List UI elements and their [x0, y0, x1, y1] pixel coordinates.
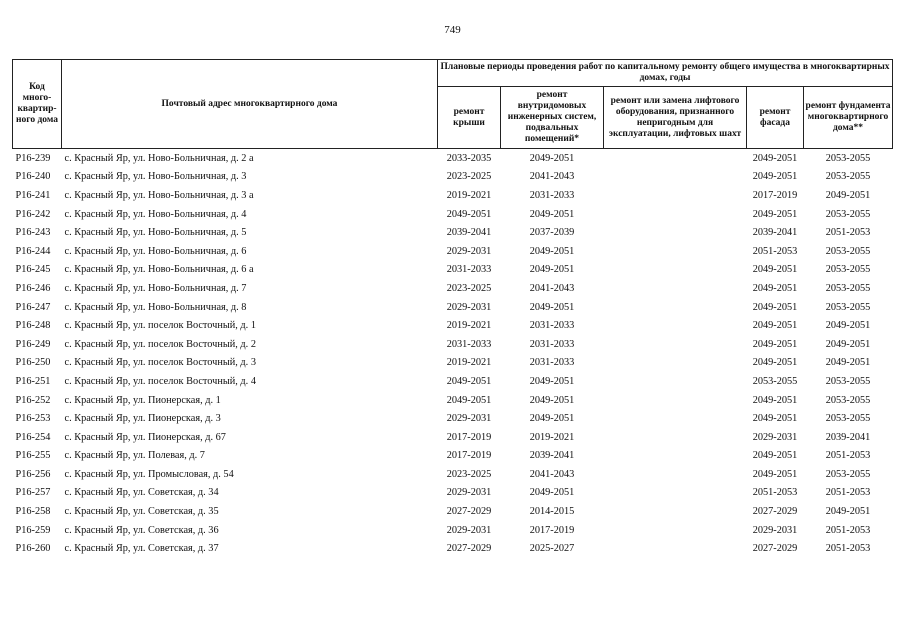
repair-schedule-table: [12, 59, 893, 558]
row-code: P16-257: [15, 487, 51, 499]
table-row: [13, 521, 893, 540]
table-row: [13, 261, 893, 280]
row-address: с. Красный Яр, ул. Ново-Больничная, д. 6: [64, 245, 247, 257]
row-engineering: 2049-2051: [529, 487, 575, 499]
row-elevator: [604, 335, 747, 354]
row-address: с. Красный Яр, ул. поселок Восточный, д. 1: [64, 320, 256, 332]
row-address: с. Красный Яр, ул. Пионерская, д. 67: [64, 431, 226, 443]
row-code: P16-251: [15, 375, 51, 387]
row-code: P16-254: [15, 431, 51, 443]
row-address: с. Красный Яр, ул. Пионерская, д. 3: [64, 413, 221, 425]
row-roof: 2029-2031: [446, 524, 492, 536]
row-facade: 2029-2031: [752, 431, 798, 443]
row-elevator: [604, 409, 747, 428]
row-roof: 2031-2033: [446, 338, 492, 350]
row-foundation: 2053-2055: [825, 375, 871, 387]
table-row: [13, 391, 893, 410]
row-code: P16-259: [15, 524, 51, 536]
row-engineering: 2025-2027: [529, 543, 575, 555]
table-row: [13, 335, 893, 354]
row-engineering: 2049-2051: [529, 375, 575, 387]
row-engineering: 2031-2033: [529, 189, 575, 201]
row-address: с. Красный Яр, ул. Ново-Больничная, д. 8: [64, 301, 247, 313]
row-code: P16-244: [15, 245, 51, 257]
row-facade: 2049-2051: [752, 338, 798, 350]
row-roof: 2017-2019: [446, 450, 492, 462]
row-code: P16-252: [15, 394, 51, 406]
row-facade: 2049-2051: [752, 450, 798, 462]
row-code: P16-248: [15, 320, 51, 332]
row-foundation: 2039-2041: [825, 431, 871, 443]
table-header: [13, 60, 893, 149]
row-facade: 2049-2051: [752, 320, 798, 332]
row-foundation: 2049-2051: [825, 506, 871, 518]
row-facade: 2029-2031: [752, 524, 798, 536]
row-facade: 2039-2041: [752, 227, 798, 239]
row-engineering: 2019-2021: [529, 431, 575, 443]
row-roof: 2049-2051: [446, 375, 492, 387]
row-facade: 2049-2051: [752, 171, 798, 183]
row-elevator: [604, 279, 747, 298]
row-elevator: [604, 447, 747, 466]
header-roof: ремонт крыши: [438, 87, 501, 149]
row-facade: 2053-2055: [752, 375, 798, 387]
row-elevator: [604, 465, 747, 484]
table-row: [13, 428, 893, 447]
row-address: с. Красный Яр, ул. Ново-Больничная, д. 2 а: [64, 152, 254, 164]
row-engineering: 2017-2019: [529, 524, 575, 536]
header-periods-group: Плановые периоды проведения работ по капитальному ремонту общего имущества в многоквартирных домах, годы: [438, 60, 893, 87]
row-roof: 2049-2051: [446, 208, 492, 220]
row-roof: 2031-2033: [446, 264, 492, 276]
row-elevator: [604, 354, 747, 373]
row-facade: 2049-2051: [752, 468, 798, 480]
table-row: [13, 372, 893, 391]
row-foundation: 2051-2053: [825, 450, 871, 462]
row-elevator: [604, 391, 747, 410]
table-row: [13, 465, 893, 484]
row-foundation: 2051-2053: [825, 543, 871, 555]
row-facade: 2049-2051: [752, 282, 798, 294]
table-row: [13, 484, 893, 503]
row-elevator: [604, 298, 747, 317]
row-elevator: [604, 521, 747, 540]
row-code: P16-243: [15, 227, 51, 239]
row-code: P16-256: [15, 468, 51, 480]
table-row: [13, 279, 893, 298]
table-row: [13, 447, 893, 466]
table-row: [13, 539, 893, 558]
row-engineering: 2049-2051: [529, 394, 575, 406]
row-code: P16-255: [15, 450, 51, 462]
row-facade: 2049-2051: [752, 264, 798, 276]
row-facade: 2049-2051: [752, 413, 798, 425]
row-elevator: [604, 205, 747, 224]
row-code: P16-246: [15, 282, 51, 294]
row-facade: 2027-2029: [752, 506, 798, 518]
row-foundation: 2053-2055: [825, 282, 871, 294]
table-row: [13, 168, 893, 187]
header-foundation: ремонт фундамента многоквартирного дома**: [804, 87, 893, 149]
row-facade: 2049-2051: [752, 394, 798, 406]
row-engineering: 2031-2033: [529, 338, 575, 350]
row-roof: 2033-2035: [446, 152, 492, 164]
row-foundation: 2049-2051: [825, 357, 871, 369]
row-foundation: 2049-2051: [825, 189, 871, 201]
row-roof: 2029-2031: [446, 487, 492, 499]
row-elevator: [604, 242, 747, 261]
row-elevator: [604, 502, 747, 521]
row-address: с. Красный Яр, ул. Ново-Больничная, д. 6 а: [64, 264, 254, 276]
row-code: P16-253: [15, 413, 51, 425]
row-foundation: 2053-2055: [825, 264, 871, 276]
row-facade: 2049-2051: [752, 152, 798, 164]
row-engineering: 2049-2051: [529, 264, 575, 276]
row-engineering: 2041-2043: [529, 468, 575, 480]
row-roof: 2019-2021: [446, 189, 492, 201]
row-address: с. Красный Яр, ул. Полевая, д. 7: [64, 450, 205, 462]
row-facade: 2017-2019: [752, 189, 798, 201]
row-roof: 2019-2021: [446, 320, 492, 332]
row-foundation: 2053-2055: [825, 394, 871, 406]
table-body: [13, 149, 893, 559]
row-roof: 2027-2029: [446, 543, 492, 555]
row-foundation: 2053-2055: [825, 208, 871, 220]
row-foundation: 2053-2055: [825, 245, 871, 257]
row-code: P16-242: [15, 208, 51, 220]
table-row: [13, 316, 893, 335]
table-row: [13, 242, 893, 261]
row-elevator: [604, 261, 747, 280]
row-engineering: 2049-2051: [529, 413, 575, 425]
row-engineering: 2037-2039: [529, 227, 575, 239]
row-foundation: 2051-2053: [825, 487, 871, 499]
row-facade: 2051-2053: [752, 487, 798, 499]
row-engineering: 2014-2015: [529, 506, 575, 518]
row-foundation: 2053-2055: [825, 152, 871, 164]
row-roof: 2029-2031: [446, 301, 492, 313]
row-roof: 2039-2041: [446, 227, 492, 239]
header-code: Код много-квартир-ного дома: [13, 60, 62, 149]
row-elevator: [604, 149, 747, 168]
row-engineering: 2049-2051: [529, 208, 575, 220]
row-address: с. Красный Яр, ул. Ново-Больничная, д. 7: [64, 282, 247, 294]
row-facade: 2049-2051: [752, 301, 798, 313]
row-code: P16-241: [15, 189, 51, 201]
row-code: P16-250: [15, 357, 51, 369]
row-roof: 2049-2051: [446, 394, 492, 406]
table-row: [13, 186, 893, 205]
row-roof: 2023-2025: [446, 282, 492, 294]
table-row: [13, 354, 893, 373]
row-foundation: 2049-2051: [825, 320, 871, 332]
row-code: P16-245: [15, 264, 51, 276]
row-elevator: [604, 186, 747, 205]
row-elevator: [604, 316, 747, 335]
row-foundation: 2049-2051: [825, 338, 871, 350]
table-row: [13, 502, 893, 521]
row-address: с. Красный Яр, ул. Ново-Больничная, д. 3 а: [64, 189, 254, 201]
row-foundation: 2053-2055: [825, 468, 871, 480]
table-row: [13, 149, 893, 168]
row-address: с. Красный Яр, ул. Ново-Больничная, д. 5: [64, 227, 247, 239]
page-number: 749: [444, 24, 461, 36]
table-row: [13, 223, 893, 242]
row-engineering: 2041-2043: [529, 282, 575, 294]
row-foundation: 2053-2055: [825, 171, 871, 183]
row-facade: 2051-2053: [752, 245, 798, 257]
row-foundation: 2053-2055: [825, 413, 871, 425]
row-roof: 2029-2031: [446, 413, 492, 425]
table-row: [13, 205, 893, 224]
row-code: P16-260: [15, 543, 51, 555]
row-roof: 2019-2021: [446, 357, 492, 369]
row-code: P16-240: [15, 171, 51, 183]
row-roof: 2027-2029: [446, 506, 492, 518]
row-elevator: [604, 168, 747, 187]
row-engineering: 2039-2041: [529, 450, 575, 462]
row-elevator: [604, 372, 747, 391]
row-code: P16-249: [15, 338, 51, 350]
row-address: с. Красный Яр, ул. Советская, д. 34: [64, 487, 219, 499]
row-engineering: 2031-2033: [529, 320, 575, 332]
table-row: [13, 298, 893, 317]
table-row: [13, 409, 893, 428]
row-engineering: 2041-2043: [529, 171, 575, 183]
header-facade: ремонт фасада: [747, 87, 804, 149]
row-address: с. Красный Яр, ул. Ново-Больничная, д. 4: [64, 208, 247, 220]
row-address: с. Красный Яр, ул. Пионерская, д. 1: [64, 394, 221, 406]
row-elevator: [604, 484, 747, 503]
row-foundation: 2051-2053: [825, 524, 871, 536]
row-address: с. Красный Яр, ул. Ново-Больничная, д. 3: [64, 171, 247, 183]
header-address: Почтовый адрес многоквартирного дома: [62, 60, 438, 149]
row-code: P16-247: [15, 301, 51, 313]
row-roof: 2017-2019: [446, 431, 492, 443]
row-address: с. Красный Яр, ул. Советская, д. 35: [64, 506, 219, 518]
row-address: с. Красный Яр, ул. Советская, д. 37: [64, 543, 219, 555]
row-address: с. Красный Яр, ул. поселок Восточный, д. 3: [64, 357, 256, 369]
row-roof: 2029-2031: [446, 245, 492, 257]
row-facade: 2027-2029: [752, 543, 798, 555]
row-roof: 2023-2025: [446, 171, 492, 183]
row-address: с. Красный Яр, ул. Промысловая, д. 54: [64, 468, 234, 480]
row-foundation: 2053-2055: [825, 301, 871, 313]
row-facade: 2049-2051: [752, 357, 798, 369]
row-elevator: [604, 428, 747, 447]
row-facade: 2049-2051: [752, 208, 798, 220]
row-engineering: 2049-2051: [529, 301, 575, 313]
row-engineering: 2031-2033: [529, 357, 575, 369]
header-engineering: ремонт внутридомовых инженерных систем, подвальных помещений*: [501, 87, 604, 149]
row-address: с. Красный Яр, ул. поселок Восточный, д. 2: [64, 338, 256, 350]
row-elevator: [604, 539, 747, 558]
row-code: P16-239: [15, 152, 51, 164]
row-foundation: 2051-2053: [825, 227, 871, 239]
row-code: P16-258: [15, 506, 51, 518]
header-elevator: ремонт или замена лифтового оборудования, признанного непригодным для эксплуатации, лифтовых шахт: [604, 87, 747, 149]
row-engineering: 2049-2051: [529, 245, 575, 257]
row-engineering: 2049-2051: [529, 152, 575, 164]
row-roof: 2023-2025: [446, 468, 492, 480]
row-address: с. Красный Яр, ул. Советская, д. 36: [64, 524, 219, 536]
row-address: с. Красный Яр, ул. поселок Восточный, д. 4: [64, 375, 256, 387]
row-elevator: [604, 223, 747, 242]
